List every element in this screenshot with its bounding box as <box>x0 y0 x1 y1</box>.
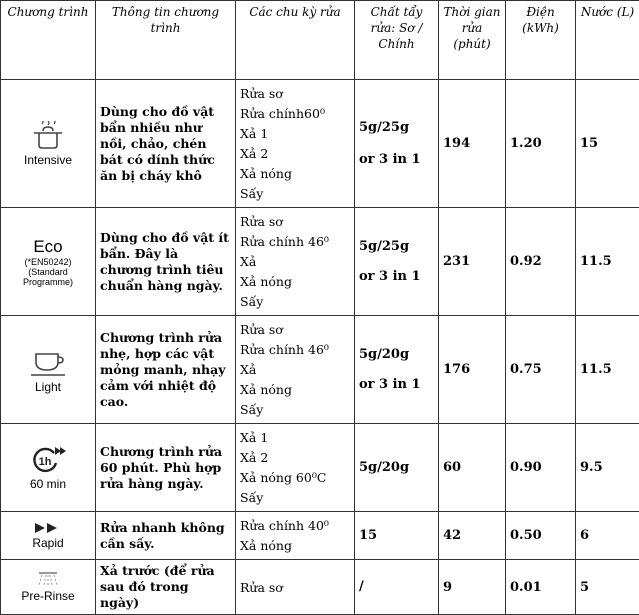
one-hour-icon <box>28 445 68 475</box>
power-value: 0.50 <box>506 512 576 560</box>
fast-forward-icon <box>33 522 63 534</box>
cup-icon <box>28 346 68 378</box>
header-row <box>1 1 639 80</box>
water-value: 15 <box>576 80 639 208</box>
program-name: Eco <box>5 237 91 257</box>
detergent-cell <box>355 80 439 208</box>
cycle-step: Rửa chính 40⁰ <box>240 516 350 536</box>
cycle-list <box>236 560 355 615</box>
cycle-step: Rửa sơ <box>240 578 350 598</box>
detergent-value: 15 <box>359 525 434 547</box>
power-value: 1.20 <box>506 80 576 208</box>
cycle-list <box>236 208 355 316</box>
program-name: Intensive <box>5 153 91 167</box>
table-row <box>1 80 639 208</box>
power-value: 0.92 <box>506 208 576 316</box>
spray-icon <box>33 571 63 587</box>
cycle-step: Xả nóng <box>240 536 350 556</box>
pot-icon <box>31 121 65 151</box>
cycle-list <box>236 424 355 512</box>
program-info: Rửa nhanh không cần sấy. <box>96 512 236 560</box>
time-value: 231 <box>439 208 506 316</box>
detergent-value: / <box>359 576 434 598</box>
header-program: Chương trình <box>1 1 96 80</box>
detergent-value: 5g/25g <box>359 117 434 139</box>
cycle-step: Sấy <box>240 184 350 204</box>
program-cell <box>1 208 96 316</box>
cycle-step: Xả nóng <box>240 380 350 400</box>
table-row <box>1 316 639 424</box>
detergent-cell <box>355 560 439 615</box>
cycle-step: Rửa sơ <box>240 212 350 232</box>
water-value: 9.5 <box>576 424 639 512</box>
program-name-note: (Standard Programme) <box>5 267 91 287</box>
cycle-step: Rửa sơ <box>240 320 350 340</box>
program-cell <box>1 512 96 560</box>
program-info: Chương trình rửa 60 phút. Phù hợp rửa hàng ngày. <box>96 424 236 512</box>
cycle-step: Xả 1 <box>240 124 350 144</box>
time-value: 176 <box>439 316 506 424</box>
cycle-step: Sấy <box>240 400 350 420</box>
detergent-value: or 3 in 1 <box>359 374 434 396</box>
cycle-list <box>236 512 355 560</box>
time-value: 194 <box>439 80 506 208</box>
header-power: Điện (kWh) <box>506 1 576 80</box>
header-time: Thời gian rửa (phút) <box>439 1 506 80</box>
power-value: 0.90 <box>506 424 576 512</box>
cycle-step: Rửa sơ <box>240 84 350 104</box>
cycle-step: Rửa chính 46⁰ <box>240 340 350 360</box>
cycle-step: Xả <box>240 252 350 272</box>
cycle-step: Xả nóng <box>240 272 350 292</box>
program-name: Pre-Rinse <box>5 589 91 603</box>
detergent-value: 5g/20g <box>359 457 434 479</box>
cycle-step: Xả 2 <box>240 144 350 164</box>
time-value: 60 <box>439 424 506 512</box>
cycle-step: Rửa chính60⁰ <box>240 104 350 124</box>
header-detergent: Chất tẩy rửa: Sơ / Chính <box>355 1 439 80</box>
detergent-cell <box>355 424 439 512</box>
water-value: 5 <box>576 560 639 615</box>
header-cycles: Các chu kỳ rửa <box>236 1 355 80</box>
program-name-note: (*EN50242) <box>5 257 91 267</box>
program-info: Chương trình rửa nhẹ, hợp các vật mỏng manh, nhạy cảm với nhiệt độ cao. <box>96 316 236 424</box>
detergent-value: or 3 in 1 <box>359 149 434 171</box>
power-value: 0.01 <box>506 560 576 615</box>
water-value: 6 <box>576 512 639 560</box>
program-name: Light <box>5 380 91 394</box>
program-name: 60 min <box>5 477 91 491</box>
cycle-step: Xả 1 <box>240 428 350 448</box>
cycle-step: Xả nóng <box>240 164 350 184</box>
program-info: Dùng cho đồ vật bẩn nhiều như nồi, chảo, chén bát có dính thức ăn bị cháy khô <box>96 80 236 208</box>
detergent-cell <box>355 208 439 316</box>
cycle-step: Sấy <box>240 292 350 312</box>
program-info: Dùng cho đồ vật ít bẩn. Đây là chương trình tiêu chuẩn hàng ngày. <box>96 208 236 316</box>
time-value: 42 <box>439 512 506 560</box>
power-value: 0.75 <box>506 316 576 424</box>
cycle-step: Xả nóng 60⁰C <box>240 468 350 488</box>
header-info: Thông tin chương trình <box>96 1 236 80</box>
header-water: Nước (L) <box>576 1 639 80</box>
program-cell <box>1 316 96 424</box>
cycle-step: Sấy <box>240 488 350 508</box>
cycle-list <box>236 80 355 208</box>
time-value: 9 <box>439 560 506 615</box>
table-row <box>1 424 639 512</box>
program-cell <box>1 560 96 615</box>
cycle-list <box>236 316 355 424</box>
cycle-step: Rửa chính 46⁰ <box>240 232 350 252</box>
table-row <box>1 208 639 316</box>
detergent-value: or 3 in 1 <box>359 266 434 288</box>
table-row <box>1 512 639 560</box>
detergent-cell <box>355 512 439 560</box>
svg-text:1h: 1h <box>39 456 52 468</box>
table-row <box>1 560 639 615</box>
water-value: 11.5 <box>576 208 639 316</box>
detergent-value: 5g/20g <box>359 344 434 366</box>
program-cell <box>1 80 96 208</box>
detergent-value: 5g/25g <box>359 236 434 258</box>
cycle-step: Xả <box>240 360 350 380</box>
program-cell <box>1 424 96 512</box>
program-info: Xả trước (để rửa sau đó trong ngày) <box>96 560 236 615</box>
detergent-cell <box>355 316 439 424</box>
program-name: Rapid <box>5 536 91 550</box>
cycle-step: Xả 2 <box>240 448 350 468</box>
water-value: 11.5 <box>576 316 639 424</box>
